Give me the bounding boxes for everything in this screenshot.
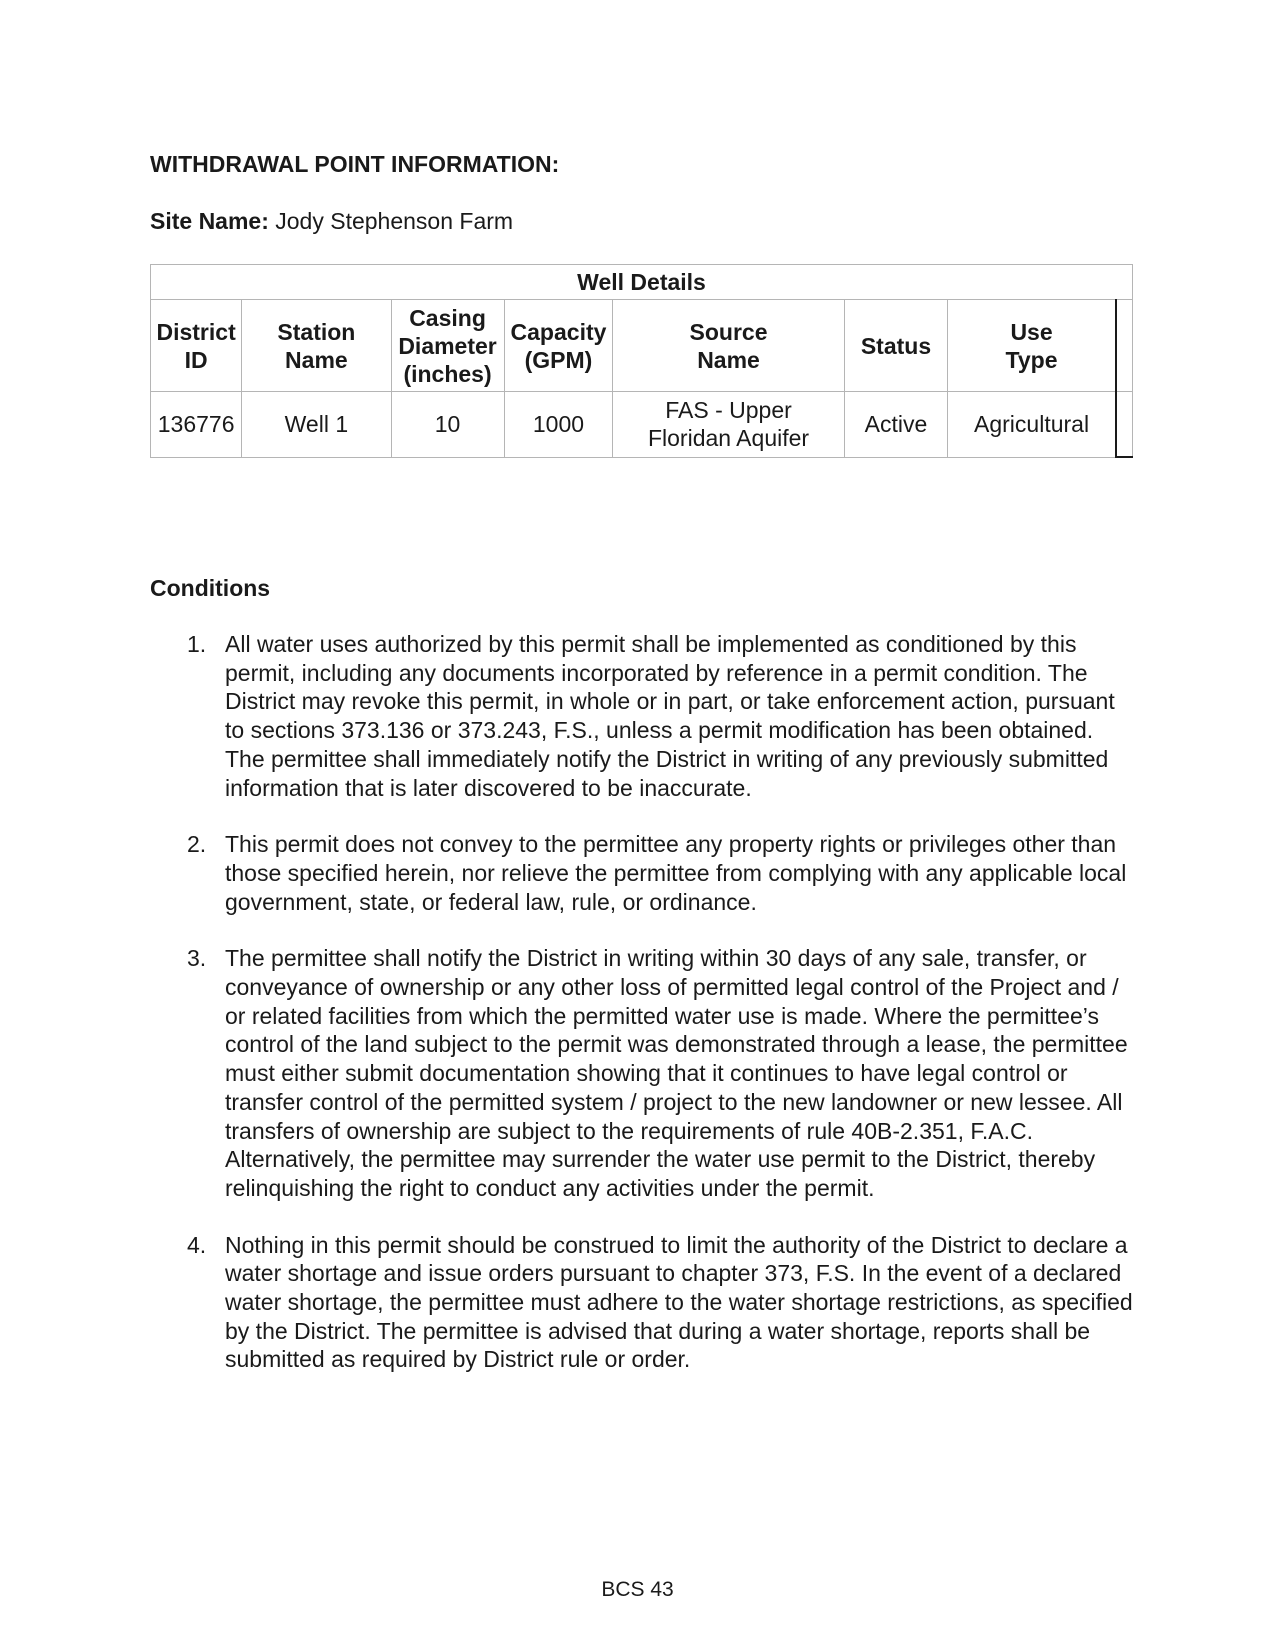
col-header-source-name: Source Name	[613, 300, 844, 392]
condition-item	[150, 944, 1135, 1202]
conditions-heading: Conditions	[150, 575, 271, 601]
col-header-casing-diameter: Casing Diameter (inches)	[391, 300, 504, 392]
col-header-district-id: District ID	[151, 300, 242, 392]
cell-use-type: Agricultural	[948, 392, 1116, 458]
site-name-label: Site Name:	[150, 208, 269, 234]
cell-casing-diameter: 10	[391, 392, 504, 458]
condition-text: All water uses authorized by this permit shall be implemented as conditioned by this permit, including any documents incorporated by reference in a permit condition. The District may revoke this permit, in whole or in part, or take enforcement action, pursuant to sections 373.136 or 373.243, F.S., unless a permit modification has been obtained. The permittee shall immediately notify the District in writing of any previously submitted information that is later discovered to be inaccurate.	[225, 631, 1115, 801]
cell-source-name: FAS - Upper Floridan Aquifer	[613, 392, 844, 458]
cell-district-id: 136776	[151, 392, 242, 458]
page-heading: WITHDRAWAL POINT INFORMATION:	[150, 151, 560, 177]
condition-item	[150, 630, 1135, 802]
condition-item	[150, 1231, 1135, 1375]
condition-item	[150, 830, 1135, 916]
condition-text: Nothing in this permit should be construed to limit the authority of the District to declare a water shortage and issue orders pursuant to chapter 373, F.S. In the event of a declared water shortage, the permittee must adhere to the water shortage restrictions, as specified by the District. The permittee is advised that during a water shortage, reports shall be submitted as required by District rule or order.	[225, 1231, 1133, 1373]
page-footer: BCS 43	[601, 1578, 674, 1601]
table-row	[151, 392, 1133, 458]
condition-number: 3.	[187, 945, 207, 972]
cell-station-name: Well 1	[242, 392, 391, 458]
cell-status: Active	[844, 392, 948, 458]
conditions-list	[150, 630, 1135, 1402]
condition-text: This permit does not convey to the permittee any property rights or privileges other than those specified herein, nor relieve the permittee from complying with any applicable local government, state, or federal law, rule, or ordinance.	[225, 831, 1127, 915]
site-name-line	[150, 207, 513, 235]
col-header-use-type: Use Type	[948, 300, 1116, 392]
condition-number: 2.	[187, 831, 207, 858]
condition-text: The permittee shall notify the District in writing within 30 days of any sale, transfer, or conveyance of ownership or any other loss of permitted legal control of the Project and / or related facilities from which the permitted water use is made. Where the permittee’s control of the land subject to the permit was demonstrated through a lease, the permittee must either submit documentation showing that it continues to have legal control or transfer control of the permitted system / project to the new landowner or new lessee. All transfers of ownership are subject to the requirements of rule 40B-2.351, F.A.C. Alternatively, the permittee may surrender the water use permit to the District, thereby relinquishing the right to conduct any activities under the permit.	[225, 945, 1128, 1201]
col-header-capacity: Capacity (GPM)	[504, 300, 613, 392]
table-spacer-cell	[1116, 392, 1133, 458]
condition-number: 1.	[187, 631, 207, 657]
well-details-table	[150, 264, 1133, 458]
cell-capacity: 1000	[504, 392, 613, 458]
table-spacer-cell	[1116, 300, 1133, 392]
condition-number: 4.	[187, 1231, 207, 1258]
col-header-station-name: Station Name	[242, 300, 391, 392]
col-header-status: Status	[844, 300, 948, 392]
site-name-value: Jody Stephenson Farm	[275, 208, 514, 234]
well-details-caption: Well Details	[151, 265, 1133, 300]
